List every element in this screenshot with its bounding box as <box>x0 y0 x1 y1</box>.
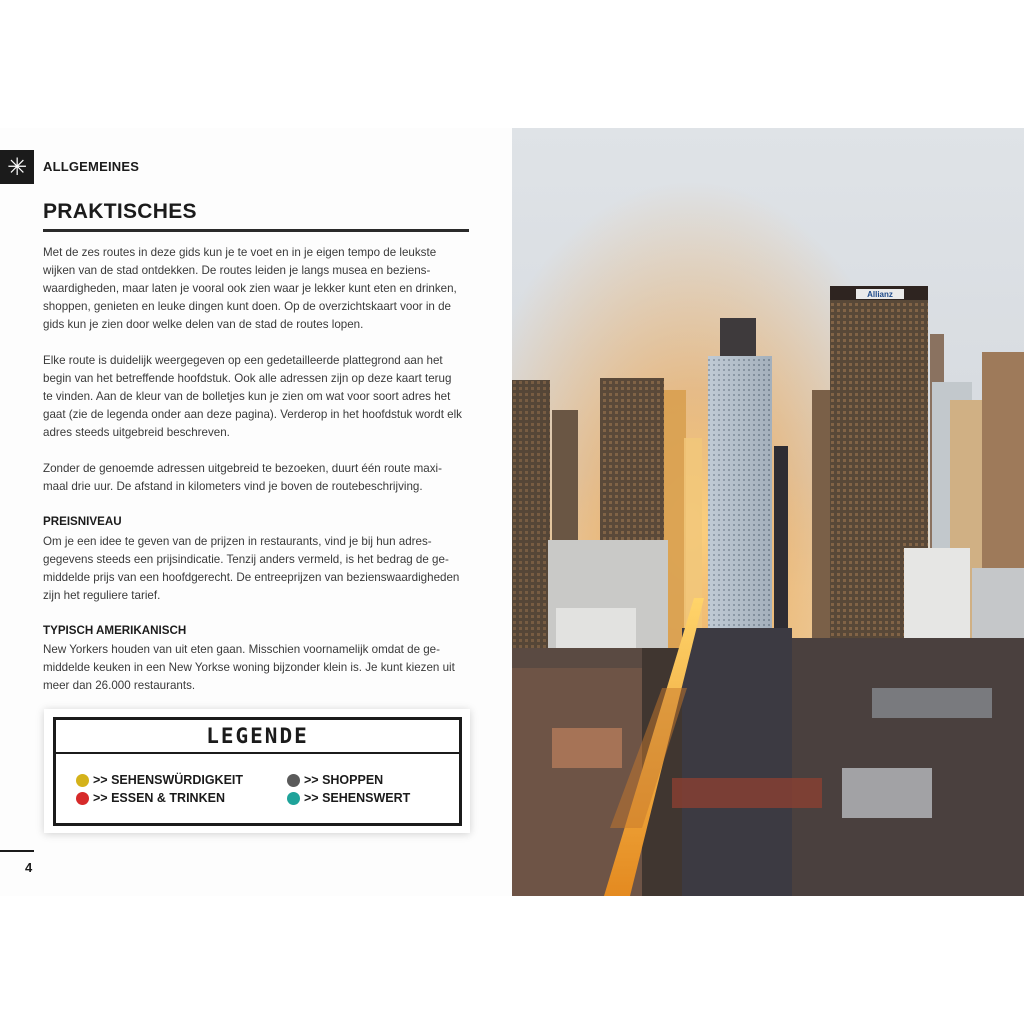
legend-title: LEGENDE <box>206 724 309 748</box>
legend-header <box>56 720 459 754</box>
legend-item-essen-trinken <box>76 791 225 805</box>
text-line: gaat (zie de legenda onder aan deze pagina). Verderop in het hoofdstuk wordt elk <box>43 408 462 421</box>
paragraph-preisniveau <box>43 533 471 605</box>
gray-dot-icon <box>287 774 300 787</box>
text-line: middelde keuken in een New Yorkse woning bijzonder klein is. Je kunt kiezen uit <box>43 661 455 674</box>
text-line: shoppen, genieten en leuke dingen kunt doen. Op de overzichtskaart voor in de <box>43 300 451 313</box>
red-dot-icon <box>76 792 89 805</box>
city-skyline-photo <box>512 128 1024 896</box>
page-number-rule <box>0 850 34 852</box>
legend-item-sehenswert <box>287 791 410 805</box>
text-line: Elke route is duidelijk weergegeven op een gedetailleerde plattegrond aan het <box>43 354 443 367</box>
text-line: zijn het reguliere tarief. <box>43 589 161 602</box>
paragraph-routes <box>43 352 471 442</box>
legend-label: >> SEHENSWERT <box>304 791 411 805</box>
heading-preisniveau: PREISNIVEAU <box>43 515 122 528</box>
legend-label: >> SHOPPEN <box>304 773 384 787</box>
page-title: PRAKTISCHES <box>43 200 197 223</box>
paragraph-duration <box>43 460 471 496</box>
text-line: middelde prijs van een hoofdgerecht. De entreeprijzen van bezienswaardigheden <box>43 571 460 584</box>
paragraph-intro <box>43 244 471 334</box>
yellow-dot-icon <box>76 774 89 787</box>
section-label: ALLGEMEINES <box>43 159 140 174</box>
text-line: Met de zes routes in deze gids kun je te voet en in je eigen tempo de leukste <box>43 246 437 259</box>
page-number: 4 <box>25 860 33 875</box>
allianz-sign: Allianz <box>867 290 893 299</box>
text-line: New Yorkers houden van uit eten gaan. Misschien voornamelijk omdat de ge- <box>43 643 440 656</box>
teal-dot-icon <box>287 792 300 805</box>
paragraph-typisch-amerikanisch <box>43 641 471 695</box>
text-line: waardigheden, maar laten je vooral ook zien waar je lekker kunt eten en drinken, <box>43 282 457 295</box>
text-line: Zonder de genoemde adressen uitgebreid te bezoeken, duurt één route maxi- <box>43 462 442 475</box>
text-line: begin van het betreffende hoofdstuk. Ook alle adressen zijn op deze kaart terug <box>43 372 452 385</box>
text-line: gegevens steeds een prijsindicatie. Tenzij anders vermeld, is het bedrag de ge- <box>43 553 449 566</box>
title-underline <box>43 229 469 232</box>
legend-label: >> ESSEN & TRINKEN <box>93 791 225 805</box>
text-line: meer dan 26.000 restaurants. <box>43 679 196 692</box>
text-line: adres steeds uitgebreid beschreven. <box>43 426 230 439</box>
text-line: gids kun je zien door welke delen van de stad de routes lopen. <box>43 318 364 331</box>
text-line: te vinden. Aan de kleur van de bolletjes kun je zien om wat voor soort adres het <box>43 390 451 403</box>
legend-box <box>53 717 462 826</box>
asterisk-icon: ✳ <box>0 150 34 184</box>
legend-label: >> SEHENSWÜRDIGKEIT <box>93 773 244 787</box>
text-line: Om je een idee te geven van de prijzen in restaurants, vind je bij hun adres- <box>43 535 432 548</box>
heading-typisch-amerikanisch: TYPISCH AMERIKANISCH <box>43 624 187 637</box>
text-line: maal drie uur. De afstand in kilometers vind je boven de routebeschrijving. <box>43 480 423 493</box>
text-line: wijken van de stad ontdekken. De routes leiden je langs musea en beziens- <box>43 264 431 277</box>
legend-item-sehenswuerdigkeit <box>76 773 243 787</box>
legend-item-shoppen <box>287 773 383 787</box>
